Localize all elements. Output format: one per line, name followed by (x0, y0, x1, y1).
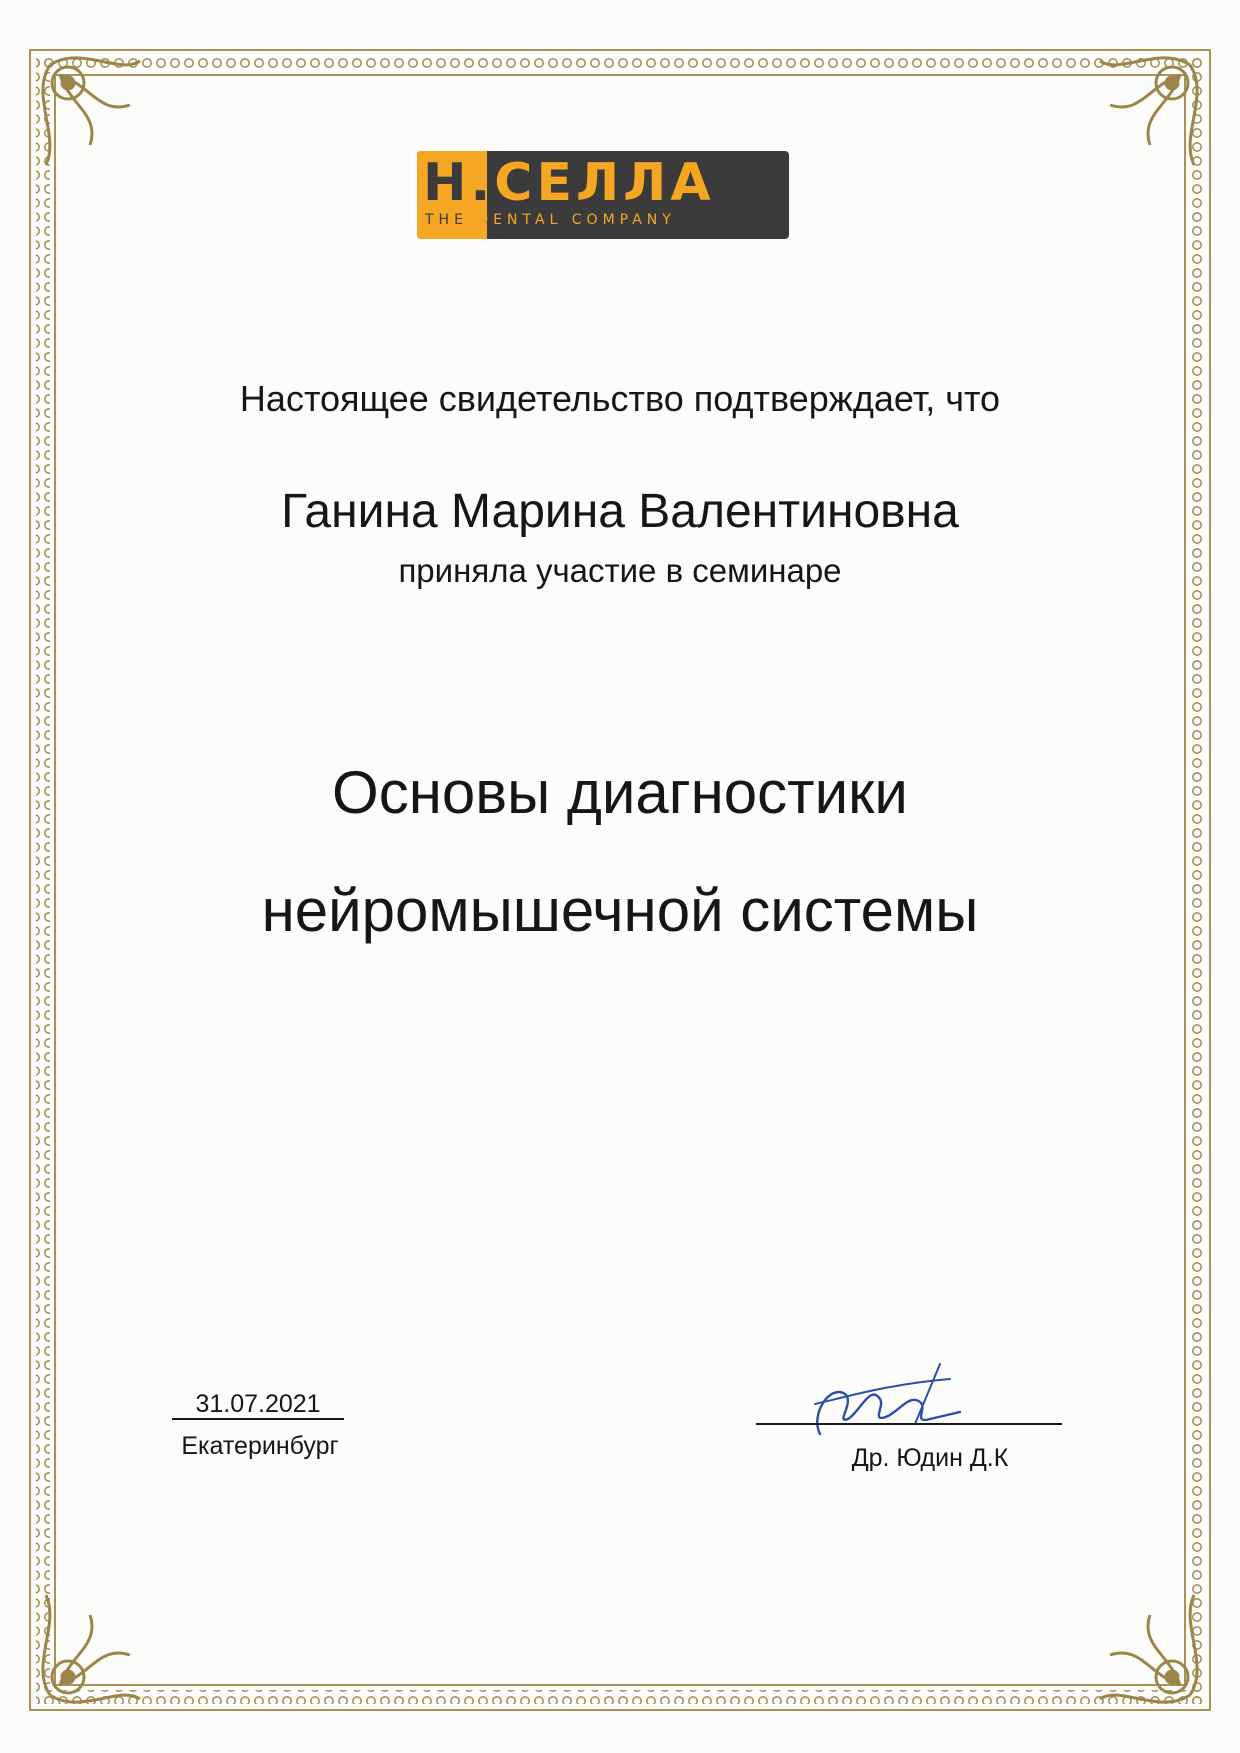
issue-date: 31.07.2021 (195, 1390, 321, 1418)
logo-tagline-rest: DENTAL COMPANY (477, 212, 676, 228)
signature-line (756, 1423, 1062, 1425)
seminar-title-line2: нейромышечной системы (261, 877, 979, 944)
recipient-name: Ганина Марина Валентиновна (281, 485, 959, 538)
issue-city: Екатеринбург (181, 1432, 339, 1460)
signer-name: Др. Юдин Д.К (851, 1444, 1009, 1472)
logo-tagline-the: THE (425, 212, 468, 228)
seminar-title-line1: Основы диагностики (332, 759, 908, 826)
date-underline (172, 1418, 344, 1420)
certificate-intro: Настоящее свидетельство подтверждает, что (239, 378, 1001, 419)
signature-icon (800, 1324, 980, 1454)
logo-brand-name: СЕЛЛА (494, 153, 715, 213)
logo-wordmark (423, 155, 715, 211)
company-logo (417, 151, 789, 239)
logo-tagline (425, 211, 676, 229)
participation-text: приняла участие в семинаре (398, 552, 842, 589)
logo-letter-h: H. (423, 153, 495, 213)
